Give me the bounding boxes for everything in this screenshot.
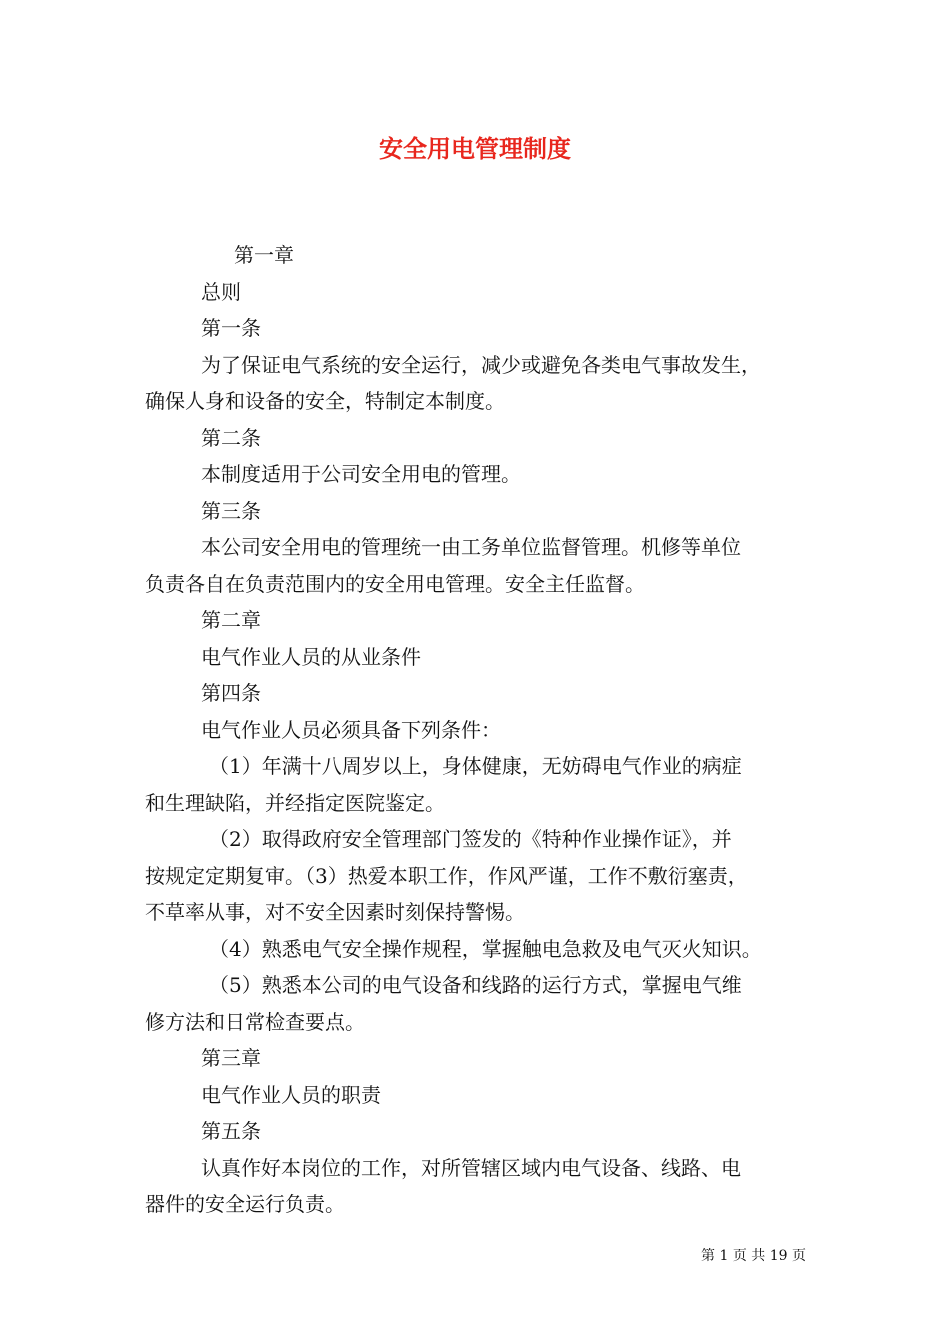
article-heading: 第二条 (201, 425, 261, 450)
list-item-line: 不草率从事，对不安全因素时刻保持警惕。 (145, 900, 525, 924)
list-item-line: 按规定定期复审。（3）热爱本职工作，作风严谨，工作不敷衍塞责， (145, 863, 748, 888)
paragraph-line: 本公司安全用电的管理统一由工务单位监督管理。机修等单位 (201, 535, 741, 559)
list-item-line: （2）取得政府安全管理部门签发的《特种作业操作证》，并 (209, 827, 732, 851)
list-item-line: 修方法和日常检查要点。 (145, 1009, 365, 1034)
list-item-line: （4）熟悉电气安全操作规程，掌握触电急救及电气灭火知识。 (209, 936, 762, 961)
page-footer: 第 1 页 共 19 页 (701, 1248, 806, 1264)
chapter-title: 总则 (201, 279, 241, 304)
list-item-line: 和生理缺陷，并经指定医院鉴定。 (145, 790, 445, 815)
chapter-heading: 第一章 (234, 243, 294, 267)
paragraph-line: 本制度适用于公司安全用电的管理。 (201, 462, 521, 486)
document-body (145, 237, 825, 1223)
chapter-heading: 第三章 (201, 1046, 261, 1070)
chapter-heading: 第二章 (201, 608, 261, 632)
chapter-title: 电气作业人员的职责 (201, 1082, 381, 1107)
article-heading: 第五条 (201, 1119, 261, 1143)
article-heading: 第四条 (201, 681, 261, 705)
paragraph-line: 器件的安全运行负责。 (145, 1192, 345, 1216)
paragraph-line: 电气作业人员必须具备下列条件： (201, 717, 501, 742)
page-title: 安全用电管理制度 (379, 135, 571, 163)
paragraph-line: 为了保证电气系统的安全运行，减少或避免各类电气事故发生， (201, 352, 761, 377)
article-heading: 第三条 (201, 498, 261, 523)
list-item-line: （5）熟悉本公司的电气设备和线路的运行方式，掌握电气维 (209, 973, 742, 997)
chapter-title: 电气作业人员的从业条件 (201, 644, 421, 669)
paragraph-line: 确保人身和设备的安全，特制定本制度。 (145, 389, 505, 413)
paragraph-line: 认真作好本岗位的工作，对所管辖区域内电气设备、线路、电 (201, 1155, 741, 1180)
paragraph-line: 负责各自在负责范围内的安全用电管理。安全主任监督。 (145, 571, 645, 596)
article-heading: 第一条 (201, 316, 261, 340)
list-item-line: （1）年满十八周岁以上，身体健康，无妨碍电气作业的病症 (209, 754, 742, 778)
